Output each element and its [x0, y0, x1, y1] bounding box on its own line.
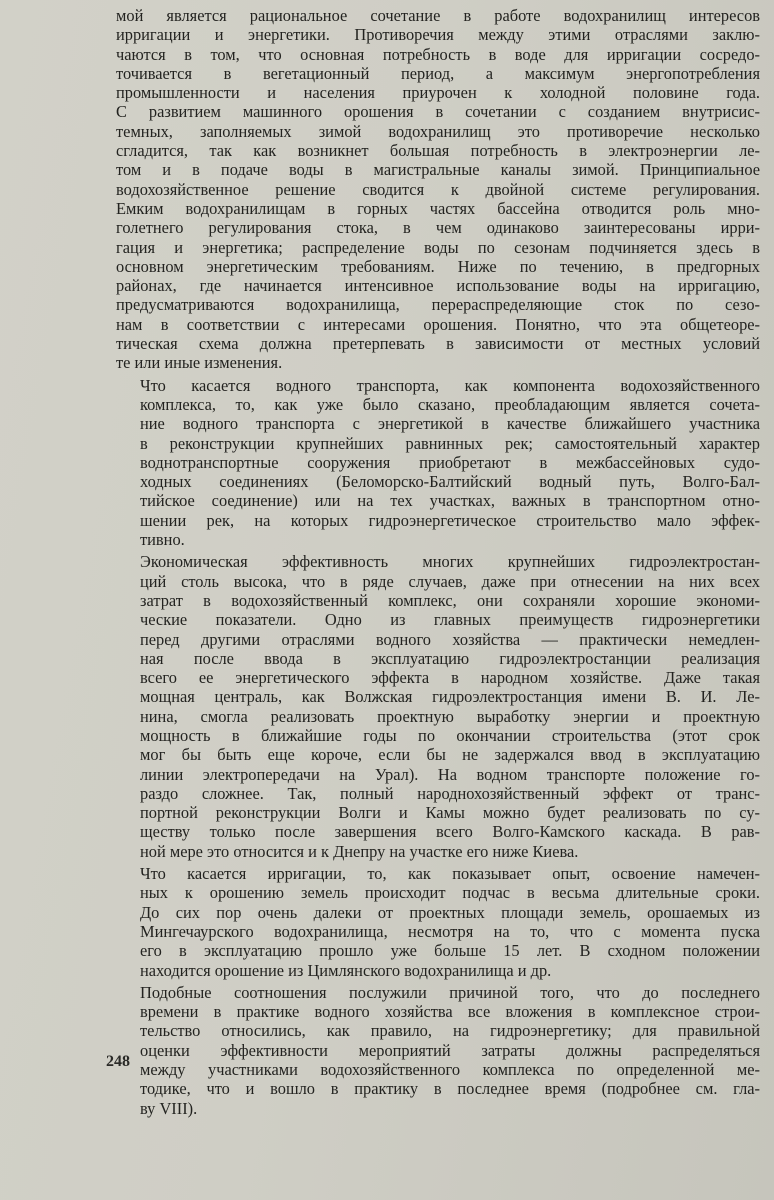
- text-line: линии электропередачи на Урал). На водном транспорте положение го-: [140, 764, 760, 784]
- text-line: мощная централь, как Волжская гидроэлектростанция имени В. И. Ле-: [140, 687, 760, 707]
- text-line: голетнего регулирования стока, в чем одинаково заинтересованы ирри-: [116, 218, 760, 238]
- text-line: ческие показатели. Одно из главных преимуществ гидроэнергетики: [140, 610, 760, 630]
- text-line: ществу только после завершения всего Волго-Камского каскада. В рав-: [140, 822, 760, 842]
- text-line: затрат в водохозяйственный комплекс, они сохраняли хорошие экономи-: [140, 590, 760, 610]
- text-line: его в эксплуатацию прошло уже больше 15 лет. В сходном положении: [140, 941, 760, 961]
- text-line: тивно.: [140, 530, 185, 550]
- text-line: гация и энергетика; распределение воды по сезонам подчиняется здесь в: [116, 237, 760, 257]
- paragraph: [116, 864, 760, 980]
- text-line: времени в практике водного хозяйства все вложения в комплексное строи-: [140, 1002, 760, 1022]
- text-line: оценки эффективности мероприятий затраты должны распределяться: [140, 1040, 760, 1060]
- text-line: водохозяйственное решение сводится к двойной системе регулирования.: [116, 179, 760, 199]
- text-line: Подобные соотношения послужили причиной того, что до последнего: [140, 982, 760, 1002]
- text-line: предусматриваются водохранилища, перераспределяющие сток по сезо-: [116, 295, 760, 315]
- text-line: находится орошение из Цимлянского водохранилища и др.: [140, 960, 552, 980]
- text-line: промышленности и населения приурочен к холодной половине года.: [116, 83, 760, 103]
- text-line: тельство относились, как правило, на гидроэнергетику; для правильной: [140, 1021, 760, 1041]
- text-line: точивается в вегетационный период, а максимум энергопотребления: [116, 63, 760, 83]
- text-line: Что касается ирригации, то, как показывает опыт, освоение намечен-: [140, 864, 760, 884]
- text-line: темных, заполняемых зимой водохранилищ это противоречие несколько: [116, 121, 760, 141]
- text-line: тическая схема должна претерпевать в зависимости от местных условий: [116, 334, 760, 354]
- body-text: [116, 6, 760, 1121]
- text-line: нина, смогла реализовать проектную выработку энергии и проектную: [140, 706, 760, 726]
- text-line: ных к орошению земель происходит подчас в весьма длительные сроки.: [140, 883, 760, 903]
- paragraph: [116, 552, 760, 861]
- text-line: чаются в том, что основная потребность в воде для ирригации сосредо-: [116, 44, 760, 64]
- text-line: нам в соответствии с интересами орошения. Понятно, что эта общетеоре-: [116, 314, 760, 334]
- text-line: ву VIII).: [140, 1098, 198, 1118]
- text-line: Мингечаурского водохранилища, несмотря на то, что с момента пуска: [140, 921, 760, 941]
- text-line: между участниками водохозяйственного комплекса по определенной ме-: [140, 1060, 760, 1080]
- page-number: 248: [106, 1053, 130, 1070]
- paragraph: [116, 983, 760, 1118]
- text-line: С развитием машинного орошения в сочетании с созданием внутрисис-: [116, 102, 760, 122]
- text-line: ирригации и энергетики. Противоречия между этими отраслями заклю-: [116, 25, 760, 45]
- text-line: сгладится, так как возникнет большая потребность в электроэнергии ле-: [116, 141, 760, 161]
- text-line: ной мере это относится и к Днепру на участке его ниже Киева.: [140, 841, 579, 861]
- text-line: всего ее энергетического эффекта в народном хозяйстве. Даже такая: [140, 668, 760, 688]
- text-line: Что касается водного транспорта, как компонента водохозяйственного: [140, 375, 760, 395]
- text-line: те или иные изменения.: [116, 353, 283, 373]
- text-line: раздо сложнее. Так, полный народнохозяйственный эффект от транс-: [140, 783, 760, 803]
- text-line: ная после ввода в эксплуатацию гидроэлектростанции реализация: [140, 648, 760, 668]
- text-line: комплекса, то, как уже было сказано, преобладающим является сочета-: [140, 394, 760, 414]
- text-line: шении рек, на которых гидроэнергетическое строительство мало эффек-: [140, 510, 760, 530]
- text-line: Емким водохранилищам в горных частях бассейна отводится роль мно-: [116, 198, 760, 218]
- text-line: мощность в ближайшие годы по окончании строительства (этот срок: [140, 725, 760, 745]
- text-line: том и в подаче воды в магистральные каналы зимой. Принципиальное: [116, 160, 760, 180]
- text-line: ций столь высока, что в ряде случаев, даже при отнесении на них всех: [140, 571, 760, 591]
- paragraph: [116, 6, 760, 373]
- text-line: мог бы быть еще короче, если бы не задержался ввод в эксплуатацию: [140, 745, 760, 765]
- text-line: ние водного транспорта с энергетикой в качестве ближайшего участника: [140, 414, 760, 434]
- text-line: портной реконструкции Волги и Камы можно будет реализовать по су-: [140, 803, 760, 823]
- text-line: районах, где начинается интенсивное использование воды на ирригацию,: [116, 276, 760, 296]
- text-line: мой является рациональное сочетание в работе водохранилищ интересов: [116, 6, 760, 25]
- text-line: основном энергетическим требованиям. Ниже по течению, в предгорных: [116, 256, 760, 276]
- text-line: Экономическая эффективность многих крупнейших гидроэлектростан-: [140, 552, 760, 572]
- text-line: перед другими отраслями водного хозяйства — практически немедлен-: [140, 629, 760, 649]
- text-line: тодике, что и вошло в практику в последнее время (подробнее см. гла-: [140, 1079, 760, 1099]
- text-line: тийское соединение) или на тех участках, важных в транспортном отно-: [140, 491, 760, 511]
- text-line: До сих пор очень далеки от проектных площади земель, орошаемых из: [140, 902, 760, 922]
- text-line: воднотранспортные сооружения приобретают в межбассейновых судо-: [140, 452, 760, 472]
- paragraph: [116, 376, 760, 550]
- text-line: в реконструкции крупнейших равнинных рек; самостоятельный характер: [140, 433, 760, 453]
- text-line: ходных соединениях (Беломорско-Балтийский водный путь, Волго-Бал-: [140, 472, 760, 492]
